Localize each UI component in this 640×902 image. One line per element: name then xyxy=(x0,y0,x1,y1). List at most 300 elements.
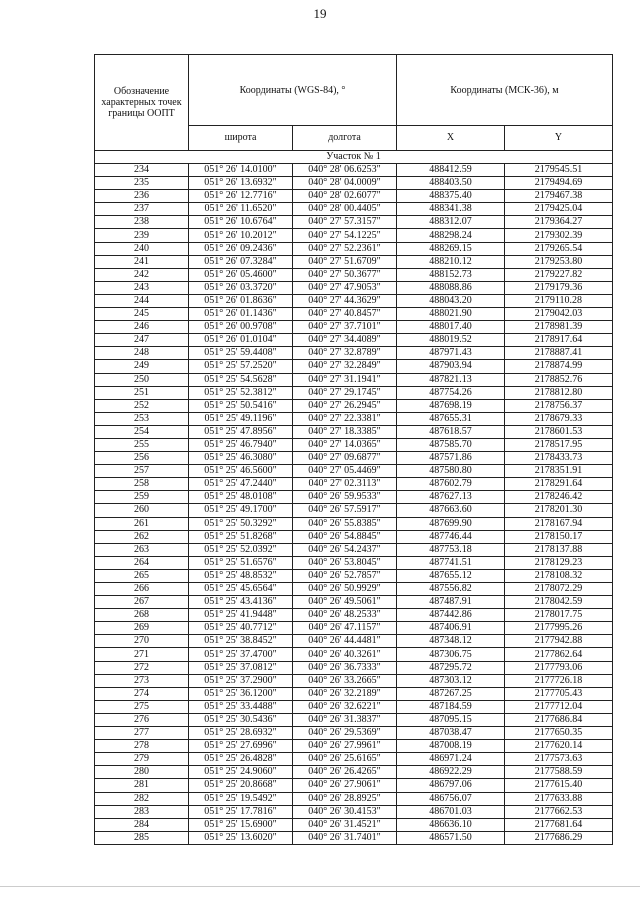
cell-y: 2178129.23 xyxy=(505,556,613,569)
cell-x: 487556.82 xyxy=(397,583,505,596)
section-label: Участок № 1 xyxy=(95,151,613,164)
cell-longitude: 040° 27' 57.3157" xyxy=(293,216,397,229)
cell-point: 247 xyxy=(95,334,189,347)
cell-y: 2179467.38 xyxy=(505,190,613,203)
cell-y: 2179302.39 xyxy=(505,229,613,242)
header-msk: Координаты (МСК-36), м xyxy=(397,55,613,126)
table-row xyxy=(95,530,613,543)
cell-latitude: 051° 26' 09.2436" xyxy=(189,242,293,255)
cell-latitude: 051° 26' 01.1436" xyxy=(189,308,293,321)
cell-y: 2177712.04 xyxy=(505,700,613,713)
table-row xyxy=(95,713,613,726)
cell-x: 487442.86 xyxy=(397,609,505,622)
cell-y: 2178201.30 xyxy=(505,504,613,517)
cell-point: 241 xyxy=(95,255,189,268)
table-row xyxy=(95,216,613,229)
cell-point: 249 xyxy=(95,360,189,373)
cell-latitude: 051° 25' 17.7816" xyxy=(189,805,293,818)
cell-y: 2177662.53 xyxy=(505,805,613,818)
cell-y: 2178137.88 xyxy=(505,543,613,556)
cell-point: 257 xyxy=(95,465,189,478)
table-row xyxy=(95,805,613,818)
table-row xyxy=(95,648,613,661)
cell-latitude: 051° 25' 45.6564" xyxy=(189,583,293,596)
cell-longitude: 040° 26' 27.9061" xyxy=(293,779,397,792)
cell-longitude: 040° 27' 22.3381" xyxy=(293,412,397,425)
cell-y: 2178679.33 xyxy=(505,412,613,425)
cell-longitude: 040° 26' 31.4521" xyxy=(293,818,397,831)
table-row xyxy=(95,190,613,203)
cell-longitude: 040° 26' 53.8045" xyxy=(293,556,397,569)
cell-x: 487971.43 xyxy=(397,347,505,360)
cell-x: 486797.06 xyxy=(397,779,505,792)
cell-longitude: 040° 26' 30.4153" xyxy=(293,805,397,818)
table-row xyxy=(95,635,613,648)
cell-y: 2178756.37 xyxy=(505,399,613,412)
cell-latitude: 051° 25' 37.0812" xyxy=(189,661,293,674)
cell-longitude: 040° 26' 32.2189" xyxy=(293,687,397,700)
cell-x: 487663.60 xyxy=(397,504,505,517)
cell-y: 2177633.88 xyxy=(505,792,613,805)
cell-latitude: 051° 25' 13.6020" xyxy=(189,831,293,844)
cell-y: 2178072.29 xyxy=(505,583,613,596)
cell-latitude: 051° 25' 41.9448" xyxy=(189,609,293,622)
cell-latitude: 051° 25' 40.7712" xyxy=(189,622,293,635)
cell-latitude: 051° 25' 57.2520" xyxy=(189,360,293,373)
table-row xyxy=(95,687,613,700)
cell-x: 488403.50 xyxy=(397,177,505,190)
cell-longitude: 040° 27' 32.8789" xyxy=(293,347,397,360)
cell-y: 2179253.80 xyxy=(505,255,613,268)
cell-y: 2178108.32 xyxy=(505,569,613,582)
cell-y: 2177681.64 xyxy=(505,818,613,831)
cell-longitude: 040° 26' 57.5917" xyxy=(293,504,397,517)
cell-longitude: 040° 28' 02.6077" xyxy=(293,190,397,203)
cell-point: 279 xyxy=(95,753,189,766)
cell-x: 488375.40 xyxy=(397,190,505,203)
cell-longitude: 040° 27' 26.2945" xyxy=(293,399,397,412)
table-row xyxy=(95,164,613,177)
cell-x: 487618.57 xyxy=(397,425,505,438)
table-row xyxy=(95,229,613,242)
cell-x: 487571.86 xyxy=(397,452,505,465)
cell-point: 275 xyxy=(95,700,189,713)
cell-latitude: 051° 25' 46.7940" xyxy=(189,438,293,451)
cell-latitude: 051° 25' 54.5628" xyxy=(189,373,293,386)
cell-x: 486756.07 xyxy=(397,792,505,805)
cell-longitude: 040° 26' 32.6221" xyxy=(293,700,397,713)
cell-y: 2177573.63 xyxy=(505,753,613,766)
cell-y: 2179425.04 xyxy=(505,203,613,216)
cell-latitude: 051° 25' 52.0392" xyxy=(189,543,293,556)
cell-point: 255 xyxy=(95,438,189,451)
cell-longitude: 040° 28' 00.4405" xyxy=(293,203,397,216)
cell-point: 259 xyxy=(95,491,189,504)
cell-latitude: 051° 26' 10.6764" xyxy=(189,216,293,229)
cell-point: 269 xyxy=(95,622,189,635)
cell-longitude: 040° 26' 54.2437" xyxy=(293,543,397,556)
cell-point: 277 xyxy=(95,727,189,740)
cell-latitude: 051° 25' 47.2440" xyxy=(189,478,293,491)
cell-x: 488021.90 xyxy=(397,308,505,321)
cell-x: 486922.29 xyxy=(397,766,505,779)
cell-latitude: 051° 25' 50.5416" xyxy=(189,399,293,412)
cell-point: 280 xyxy=(95,766,189,779)
cell-point: 263 xyxy=(95,543,189,556)
cell-y: 2178246.42 xyxy=(505,491,613,504)
cell-x: 487655.12 xyxy=(397,569,505,582)
cell-x: 487754.26 xyxy=(397,386,505,399)
cell-longitude: 040° 26' 49.5061" xyxy=(293,596,397,609)
cell-longitude: 040° 26' 27.9961" xyxy=(293,740,397,753)
cell-x: 487095.15 xyxy=(397,713,505,726)
cell-point: 274 xyxy=(95,687,189,700)
table-row xyxy=(95,753,613,766)
cell-longitude: 040° 27' 34.4089" xyxy=(293,334,397,347)
table-row xyxy=(95,386,613,399)
cell-x: 487580.80 xyxy=(397,465,505,478)
cell-y: 2178874.99 xyxy=(505,360,613,373)
header-longitude: долгота xyxy=(293,126,397,151)
cell-x: 486701.03 xyxy=(397,805,505,818)
cell-point: 236 xyxy=(95,190,189,203)
cell-y: 2178017.75 xyxy=(505,609,613,622)
cell-point: 243 xyxy=(95,281,189,294)
cell-longitude: 040° 27' 32.2849" xyxy=(293,360,397,373)
table-row xyxy=(95,425,613,438)
cell-y: 2177686.29 xyxy=(505,831,613,844)
table-row xyxy=(95,465,613,478)
cell-longitude: 040° 27' 02.3113" xyxy=(293,478,397,491)
cell-x: 488412.59 xyxy=(397,164,505,177)
cell-x: 488269.15 xyxy=(397,242,505,255)
table-row xyxy=(95,792,613,805)
cell-longitude: 040° 27' 37.7101" xyxy=(293,321,397,334)
table-row xyxy=(95,347,613,360)
cell-longitude: 040° 26' 44.4481" xyxy=(293,635,397,648)
header-y: Y xyxy=(505,126,613,151)
cell-latitude: 051° 26' 11.6520" xyxy=(189,203,293,216)
footer-divider xyxy=(0,886,640,887)
cell-latitude: 051° 26' 07.3284" xyxy=(189,255,293,268)
cell-y: 2177995.26 xyxy=(505,622,613,635)
cell-latitude: 051° 25' 15.6900" xyxy=(189,818,293,831)
cell-latitude: 051° 26' 01.0104" xyxy=(189,334,293,347)
table-row xyxy=(95,583,613,596)
table-row xyxy=(95,203,613,216)
table-row xyxy=(95,334,613,347)
cell-point: 258 xyxy=(95,478,189,491)
table-row xyxy=(95,831,613,844)
table-row xyxy=(95,622,613,635)
cell-point: 283 xyxy=(95,805,189,818)
cell-y: 2178150.17 xyxy=(505,530,613,543)
cell-longitude: 040° 27' 50.3677" xyxy=(293,268,397,281)
cell-longitude: 040° 26' 29.5369" xyxy=(293,727,397,740)
cell-longitude: 040° 27' 47.9053" xyxy=(293,281,397,294)
cell-point: 276 xyxy=(95,713,189,726)
cell-longitude: 040° 26' 25.6165" xyxy=(293,753,397,766)
cell-latitude: 051° 26' 03.3720" xyxy=(189,281,293,294)
cell-x: 487406.91 xyxy=(397,622,505,635)
cell-latitude: 051° 26' 14.0100" xyxy=(189,164,293,177)
cell-point: 262 xyxy=(95,530,189,543)
cell-longitude: 040° 26' 54.8845" xyxy=(293,530,397,543)
cell-point: 252 xyxy=(95,399,189,412)
cell-latitude: 051° 25' 20.8668" xyxy=(189,779,293,792)
cell-longitude: 040° 26' 50.9929" xyxy=(293,583,397,596)
cell-y: 2177615.40 xyxy=(505,779,613,792)
table-row xyxy=(95,491,613,504)
cell-y: 2179364.27 xyxy=(505,216,613,229)
cell-y: 2178042.59 xyxy=(505,596,613,609)
cell-x: 487038.47 xyxy=(397,727,505,740)
cell-point: 253 xyxy=(95,412,189,425)
cell-y: 2177620.14 xyxy=(505,740,613,753)
cell-point: 267 xyxy=(95,596,189,609)
cell-latitude: 051° 25' 49.1700" xyxy=(189,504,293,517)
cell-longitude: 040° 27' 29.1745" xyxy=(293,386,397,399)
cell-longitude: 040° 27' 14.0365" xyxy=(293,438,397,451)
cell-point: 278 xyxy=(95,740,189,753)
cell-latitude: 051° 25' 26.4828" xyxy=(189,753,293,766)
cell-y: 2178167.94 xyxy=(505,517,613,530)
cell-x: 488298.24 xyxy=(397,229,505,242)
table-row xyxy=(95,268,613,281)
cell-point: 260 xyxy=(95,504,189,517)
cell-x: 488152.73 xyxy=(397,268,505,281)
table-row xyxy=(95,360,613,373)
cell-point: 245 xyxy=(95,308,189,321)
cell-latitude: 051° 25' 50.3292" xyxy=(189,517,293,530)
table-row xyxy=(95,438,613,451)
cell-x: 487306.75 xyxy=(397,648,505,661)
cell-latitude: 051° 25' 30.5436" xyxy=(189,713,293,726)
cell-point: 254 xyxy=(95,425,189,438)
cell-latitude: 051° 25' 48.8532" xyxy=(189,569,293,582)
cell-x: 488341.38 xyxy=(397,203,505,216)
cell-x: 487487.91 xyxy=(397,596,505,609)
coordinates-table xyxy=(94,54,613,845)
cell-longitude: 040° 26' 47.1157" xyxy=(293,622,397,635)
table-row xyxy=(95,740,613,753)
table-row xyxy=(95,818,613,831)
cell-longitude: 040° 27' 52.2361" xyxy=(293,242,397,255)
cell-y: 2179042.03 xyxy=(505,308,613,321)
cell-point: 261 xyxy=(95,517,189,530)
cell-y: 2177862.64 xyxy=(505,648,613,661)
cell-longitude: 040° 26' 26.4265" xyxy=(293,766,397,779)
cell-point: 284 xyxy=(95,818,189,831)
cell-x: 488017.40 xyxy=(397,321,505,334)
cell-y: 2178981.39 xyxy=(505,321,613,334)
cell-latitude: 051° 25' 46.5600" xyxy=(189,465,293,478)
cell-point: 251 xyxy=(95,386,189,399)
cell-longitude: 040° 27' 40.8457" xyxy=(293,308,397,321)
cell-y: 2177793.06 xyxy=(505,661,613,674)
cell-y: 2177705.43 xyxy=(505,687,613,700)
cell-x: 488019.52 xyxy=(397,334,505,347)
header-point-label: Обозначение характерных точек границы ООПТ xyxy=(95,55,189,151)
cell-y: 2178291.64 xyxy=(505,478,613,491)
cell-point: 264 xyxy=(95,556,189,569)
cell-latitude: 051° 25' 37.4700" xyxy=(189,648,293,661)
cell-latitude: 051° 25' 33.4488" xyxy=(189,700,293,713)
cell-longitude: 040° 26' 40.3261" xyxy=(293,648,397,661)
cell-latitude: 051° 25' 59.4408" xyxy=(189,347,293,360)
cell-longitude: 040° 26' 52.7857" xyxy=(293,569,397,582)
cell-x: 487903.94 xyxy=(397,360,505,373)
cell-longitude: 040° 26' 33.2665" xyxy=(293,674,397,687)
cell-latitude: 051° 26' 05.4600" xyxy=(189,268,293,281)
cell-longitude: 040° 26' 28.8925" xyxy=(293,792,397,805)
cell-y: 2178351.91 xyxy=(505,465,613,478)
table-row xyxy=(95,596,613,609)
cell-y: 2179265.54 xyxy=(505,242,613,255)
cell-latitude: 051° 25' 52.3812" xyxy=(189,386,293,399)
table-row xyxy=(95,242,613,255)
cell-x: 487753.18 xyxy=(397,543,505,556)
cell-x: 487184.59 xyxy=(397,700,505,713)
cell-y: 2178887.41 xyxy=(505,347,613,360)
cell-point: 238 xyxy=(95,216,189,229)
cell-y: 2178852.76 xyxy=(505,373,613,386)
cell-point: 285 xyxy=(95,831,189,844)
cell-latitude: 051° 25' 48.0108" xyxy=(189,491,293,504)
cell-latitude: 051° 26' 01.8636" xyxy=(189,294,293,307)
cell-point: 265 xyxy=(95,569,189,582)
cell-longitude: 040° 27' 44.3629" xyxy=(293,294,397,307)
table-row xyxy=(95,321,613,334)
table-row xyxy=(95,543,613,556)
cell-y: 2178517.95 xyxy=(505,438,613,451)
cell-longitude: 040° 26' 31.3837" xyxy=(293,713,397,726)
cell-latitude: 051° 25' 37.2900" xyxy=(189,674,293,687)
cell-x: 486636.10 xyxy=(397,818,505,831)
cell-longitude: 040° 27' 09.6877" xyxy=(293,452,397,465)
cell-y: 2179545.51 xyxy=(505,164,613,177)
cell-x: 487655.31 xyxy=(397,412,505,425)
table-row xyxy=(95,700,613,713)
cell-longitude: 040° 26' 48.2533" xyxy=(293,609,397,622)
cell-point: 272 xyxy=(95,661,189,674)
cell-latitude: 051° 25' 27.6996" xyxy=(189,740,293,753)
cell-x: 487698.19 xyxy=(397,399,505,412)
cell-point: 273 xyxy=(95,674,189,687)
cell-latitude: 051° 26' 10.2012" xyxy=(189,229,293,242)
cell-y: 2179494.69 xyxy=(505,177,613,190)
cell-latitude: 051° 25' 49.1196" xyxy=(189,412,293,425)
cell-point: 235 xyxy=(95,177,189,190)
cell-x: 488210.12 xyxy=(397,255,505,268)
header-latitude: широта xyxy=(189,126,293,151)
table-row xyxy=(95,294,613,307)
table-row xyxy=(95,556,613,569)
table-row xyxy=(95,255,613,268)
cell-y: 2178812.80 xyxy=(505,386,613,399)
table-row xyxy=(95,661,613,674)
cell-latitude: 051° 25' 51.8268" xyxy=(189,530,293,543)
cell-longitude: 040° 27' 31.1941" xyxy=(293,373,397,386)
cell-x: 488312.07 xyxy=(397,216,505,229)
cell-x: 487585.70 xyxy=(397,438,505,451)
cell-x: 487699.90 xyxy=(397,517,505,530)
table-row xyxy=(95,504,613,517)
cell-y: 2177650.35 xyxy=(505,727,613,740)
cell-y: 2179110.28 xyxy=(505,294,613,307)
cell-point: 266 xyxy=(95,583,189,596)
cell-point: 248 xyxy=(95,347,189,360)
cell-longitude: 040° 28' 04.0009" xyxy=(293,177,397,190)
cell-latitude: 051° 25' 28.6932" xyxy=(189,727,293,740)
table-row xyxy=(95,373,613,386)
cell-y: 2178917.64 xyxy=(505,334,613,347)
cell-latitude: 051° 26' 00.9708" xyxy=(189,321,293,334)
cell-point: 234 xyxy=(95,164,189,177)
cell-y: 2179227.82 xyxy=(505,268,613,281)
cell-x: 487348.12 xyxy=(397,635,505,648)
table-row xyxy=(95,412,613,425)
cell-point: 244 xyxy=(95,294,189,307)
table-row xyxy=(95,478,613,491)
table-row xyxy=(95,674,613,687)
cell-point: 282 xyxy=(95,792,189,805)
cell-y: 2177686.84 xyxy=(505,713,613,726)
cell-longitude: 040° 26' 55.8385" xyxy=(293,517,397,530)
cell-longitude: 040° 26' 31.7401" xyxy=(293,831,397,844)
table-row xyxy=(95,517,613,530)
cell-x: 486971.24 xyxy=(397,753,505,766)
cell-latitude: 051° 26' 12.7716" xyxy=(189,190,293,203)
cell-x: 487627.13 xyxy=(397,491,505,504)
cell-latitude: 051° 25' 19.5492" xyxy=(189,792,293,805)
cell-point: 256 xyxy=(95,452,189,465)
table-row xyxy=(95,399,613,412)
cell-longitude: 040° 27' 51.6709" xyxy=(293,255,397,268)
table-row xyxy=(95,281,613,294)
cell-x: 487746.44 xyxy=(397,530,505,543)
cell-x: 487821.13 xyxy=(397,373,505,386)
cell-longitude: 040° 27' 54.1225" xyxy=(293,229,397,242)
page-number: 19 xyxy=(313,6,327,21)
table-body xyxy=(95,164,613,845)
cell-latitude: 051° 25' 51.6576" xyxy=(189,556,293,569)
cell-point: 242 xyxy=(95,268,189,281)
table-row xyxy=(95,727,613,740)
cell-y: 2177588.59 xyxy=(505,766,613,779)
cell-point: 239 xyxy=(95,229,189,242)
table-row xyxy=(95,177,613,190)
cell-x: 487267.25 xyxy=(397,687,505,700)
cell-point: 271 xyxy=(95,648,189,661)
cell-x: 487741.51 xyxy=(397,556,505,569)
table-row xyxy=(95,779,613,792)
cell-latitude: 051° 25' 46.3080" xyxy=(189,452,293,465)
cell-x: 488088.86 xyxy=(397,281,505,294)
table-row xyxy=(95,766,613,779)
cell-y: 2178601.53 xyxy=(505,425,613,438)
cell-x: 486571.50 xyxy=(397,831,505,844)
cell-point: 246 xyxy=(95,321,189,334)
cell-x: 488043.20 xyxy=(397,294,505,307)
cell-point: 250 xyxy=(95,373,189,386)
cell-x: 487008.19 xyxy=(397,740,505,753)
cell-longitude: 040° 27' 05.4469" xyxy=(293,465,397,478)
cell-y: 2177726.18 xyxy=(505,674,613,687)
table-row xyxy=(95,308,613,321)
cell-y: 2178433.73 xyxy=(505,452,613,465)
table-row xyxy=(95,609,613,622)
